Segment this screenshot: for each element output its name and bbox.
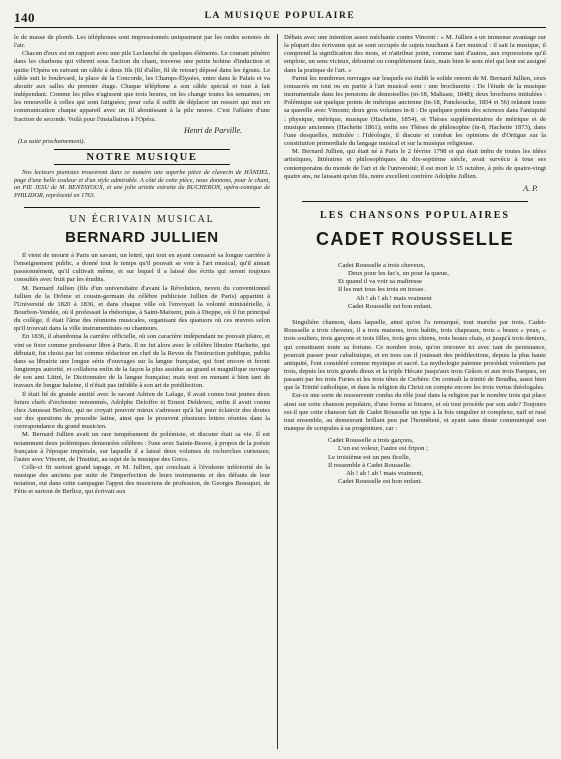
- section-heading-notre-musique: NOTRE MUSIQUE: [54, 149, 230, 165]
- verse-line: Et quand il va voir sa maîtresse: [338, 278, 422, 286]
- continuation-note: (La suite prochainement).: [18, 137, 86, 145]
- verse-line: Deux pour les fac's, un pour la queue,: [348, 270, 449, 278]
- verse-line: L'un est voleur, l'autre est fripon ;: [338, 445, 428, 453]
- article-paragraph: Chacun d'eux est en rapport avec une pile Leclanché de quelques éléments. Le courant pénètre dans les charbons qui vibrent sous l'action du chant, traverse une petite bobine d'induction et quitte l'Opéra en suivant un câble à deux fils (fil d'aller, fil de retour) déposé dans les égouts. Le câble suit le boulevard, la place de la Concorde, les Champs-Élysées, entre dans le Palais et va aboutir aux salles du premier étage. Chaque téléphone a son câble spécial et tout à fait indépendant. Comme les piles n'agissent que trois heures, on les change toutes les semaines; on les renouvelle à celles qui sont fatiguées; pour cela il suffit de déplacer un ressort qui met en communication chaque appareil avec un fil aboutissant à la pile neuve. C'est l'affaire d'une fraction de seconde. Voilà pour l'installation à l'Opéra.: [14, 50, 270, 123]
- author-signature: A. P.: [523, 183, 538, 193]
- verse-line: Cadet Rousselle est bon enfant.: [338, 478, 423, 486]
- left-column: [14, 34, 270, 749]
- song-verse: [338, 262, 546, 311]
- page-header: [14, 8, 546, 28]
- verse-line: Le troisième est un peu ficelle,: [328, 453, 411, 461]
- article-paragraph: M. Bernard Jullien avait un rare tempérament de polémiste, et discuter était sa vie. Il est notamment deux polémiques demeurées célèbres : l'une avec Sainte-Beuve, à propos de la poésie française à l'époque impériale, sur laquelle il a laissé deux volumes de recherches curieuses; l'autre avec Vincent, de l'Institut, au sujet de la musique des Grecs.: [14, 431, 270, 463]
- publication-title: LA MUSIQUE POPULAIRE: [204, 11, 356, 21]
- article-paragraph: M. Bernard Jullien (fils d'un universitaire d'avant la Révolution, neveu du conventionnel Jullien de la Drôme et cousin-germain du célèbre publiciste Jullien de Paris) appartint à l'Université de 1820 à 1836, et dans chaque ville où l'envoyait la volonté ministérielle, à Bourbon-Vendée, où il professait la rhétorique, à Saint-Maixent, puis à Dieppe, où il fut principal du collège, il était l'âme des réunions musicales, organisant des quatuors où ces œuvres selon qu'il trouvait dans la ville instrumentistes ou chanteurs.: [14, 284, 270, 333]
- verse-line: Cadet Rousselle a trois garçons,: [328, 437, 414, 445]
- section-heading-ecrivain: UN ÉCRIVAIN MUSICAL: [69, 213, 215, 225]
- article-paragraph: M. Bernard Jullien, qui était né à Paris le 2 février 1798 et qui était imbu de toutes les idées artistiques, littéraires et philosophiques du dix-septième siècle, avait survécu à tous ses contemporains du monde de l'art et de l'université; il est mort le 15 octobre, à près de quatre-vingt quatre ans, ne laissant qu'un fils, notre excellent confrère Adolphe Jullien.: [284, 148, 546, 180]
- article-paragraph: Singulière chanson, dans laquelle, ainsi qu'on l'a remarqué, tout marche par trois. Cadet-Rousselle a trois cheveux, il a trois maisons, trois habits, trois chapeaux, trois « beaux » yeux, « trois souliers, trois garçons et trois filles, trois gros chiens, trois beaux chats, et jusqu'à trois deniers, qui constituent toute sa fortune. Ce nombre trois, qu'on retrouve ici avec tant de persistance, pourrait passer pour cabalistique, et en tous cas il jouissait des prédilections, depuis la plus haute antiquité, l'ont considéré comme mystique et sacré. La mythologie païenne procédait volontiers par trois, depuis les trois grands dieux et la triple Hécate jusqu'aux trois Grâces et aux trois Parques, en passant par les trois Furies et les trois têtes de Cerbère. On connaît la trinité de Boudha, aussi bien que la Trinité catholique, et dans la religion du Christ on compte encore les trois vertus théologales.: [284, 319, 546, 392]
- article-paragraph: Il vient de mourir à Paris un savant, un lettré, qui tout en ayant consacré sa longue carrière à l'enseignement public, a donné tout le temps qu'il pouvait se voir à l'art musical, qu'il aimait passionnément, qu'il cultivait même, et sur lequel il a laissé des écrits qui seront toujours consultés avec fruit par les érudits.: [14, 251, 270, 284]
- song-verse: [328, 437, 546, 486]
- article-paragraph: Est-ce une sorte de ressouvenir confus du rôle joué dans la religion par le nombre trois qui place ainsi sur cette chanson populaire, d'une forme si bizarre, et où tout procède par son aide? Toujours est-il que cette chanson fait de Cadet Rousselle un type à la fois singulier et complexe, naïf et rusé tout ensemble, au demeurant brillant peu par l'honnêteté, et ayant sans doute communiqué son manque de scrupules à sa progéniture, car :: [284, 392, 546, 433]
- article-title-jullien: BERNARD JULLIEN: [65, 228, 219, 246]
- section-divider: [302, 201, 528, 202]
- page-number: 140: [14, 10, 35, 25]
- article-paragraph: Parmi les nombreux ouvrages sur lesquels est établi le solide renom de M. Bernard Jullien, ceux consacrés en tout ou en partie à l'art musical sont : une brochurette : De l'étude de la musique instrumentale dans les pensions de demoiselles (in-18, Maltaste, 1848); deux brochures intitulées : Polémique sur quelque points de métrique ancienne (in-18, Panckoucke, 1854 et 56) relatant toute sa querelle avec Vincent; deux gros volumes in-8 : De quelques points des sciences dans l'antiquité : physique, métrique, musique (Hachette, 1854), et Thèses supplémentaires de métrique et de musique anciennes (Hachette 1861); enfin ses Thèses de philosophie (in-8, Hachette 1873), dans l'une desquelles, intitulée : l'Idéologie, il discute et combat les opinions de d'Ortigue sur la constitution primordiale du langage musical et sur la musique religieuse.: [284, 74, 546, 148]
- notre-musique-text: Nos lecteurs pianistes trouveront dans ce numéro une superbe pièce de clavecin de HÄNDEL, page d'une belle couleur et d'un style admirable. A côté de cette pièce, nous donnons, pour le chant, un PIE JESU de M. BENTAYOUX, et une jolie ariette extraite du BUCHERON, opéra-comique de PHILIDOR, représenté en 1763.: [14, 168, 270, 200]
- article-title-cadet-rousselle: CADET ROUSSELLE: [315, 228, 514, 249]
- verse-line: Il ressemble à Cadet Rousselle.: [328, 461, 412, 469]
- article-paragraph: le de masse de plomb. Les téléphones sont impressionnés uniquement par les ondes sonores de l'air.: [14, 34, 270, 50]
- verse-line: Cadet Rousselle est bon enfant.: [348, 302, 433, 310]
- article-paragraph: En 1836, il abandonna la carrière officielle, où son caractère indépendant ne pouvait plaire, et vint se fixer comme professeur libre à Paris. Il ne fut alors avec le célèbre libraire Hachette, qui débutait, fut choisi par lui comme rédacteur en chef de la Revue de l'instruction publique, publia dans sa librairie une longue série d'ouvrages sur la langue française, qui font encore et feront longtemps autorité, et collabora enfin de la façon la plus assidue au grand et magnifique ouvrage de son ami Littré, le Dictionnaire de la langue française; mais tout en menant à bien tant de travaux de longue haleine, il n'était pas infidèle à son art de prédilection.: [14, 333, 270, 390]
- verse-line: Il les met tous les trois en tresse.: [338, 286, 425, 294]
- verse-line: Ah ! ah ! ah ! mais vraiment: [356, 294, 432, 302]
- article-paragraph: Il était lié de grande amitié avec le savant Adrien de Lafage, il avait connu tout jeunes deux futurs chefs d'orchestre renommés, Adolphe Deloffre et Ernest Deldevez, enfin il avait connu chez Amussat Berlioz, qui ne croyait pouvoir mieux s'adresser qu'à lui pour éclaircir des doutes sur des questions de prosodie latine, ainsi que le prouvent plusieurs lettres réunies dans la correspondance du grand musicien.: [14, 390, 270, 431]
- section-divider: [24, 207, 260, 208]
- column-divider: [277, 34, 278, 749]
- article-paragraph: Débats avec une intention assez méchante contre Vincent : « M. Jullien a un immense avantage sur la plupart des écrivains qui se sont occupés de sujets touchant à l'art musical : il sait la musique, il comprend la signification des mots, et n'attribue point, comme tant d'autres, aux expressions qu'il emploie, un sens vicieux, détourné ou complètement faux, mais bien le sens réel qui leur est assigné dans la pratique de l'art. »: [284, 34, 546, 74]
- verse-line: Ah ! ah ! ah ! mais vraiment,: [346, 470, 424, 478]
- verse-line: Cadet Rousselle a trois cheveux,: [338, 261, 426, 269]
- right-column: [284, 34, 546, 749]
- author-signature: Henri de Parville.: [184, 125, 242, 135]
- section-heading-chansons: LES CHANSONS POPULAIRES: [320, 209, 510, 221]
- article-paragraph: Celle-ci fit surtout grand tapage, et M. Jullien, qui concluait à l'évidente infériorité de la musique des anciens par suite de l'imperfection de leurs instruments et des défauts de leur notation, eut dans cette campagne l'appui des musiciens de profession, de Georges Bousquet, de Fétis et surtout de Berlioz, qui écrivait aux: [14, 463, 270, 496]
